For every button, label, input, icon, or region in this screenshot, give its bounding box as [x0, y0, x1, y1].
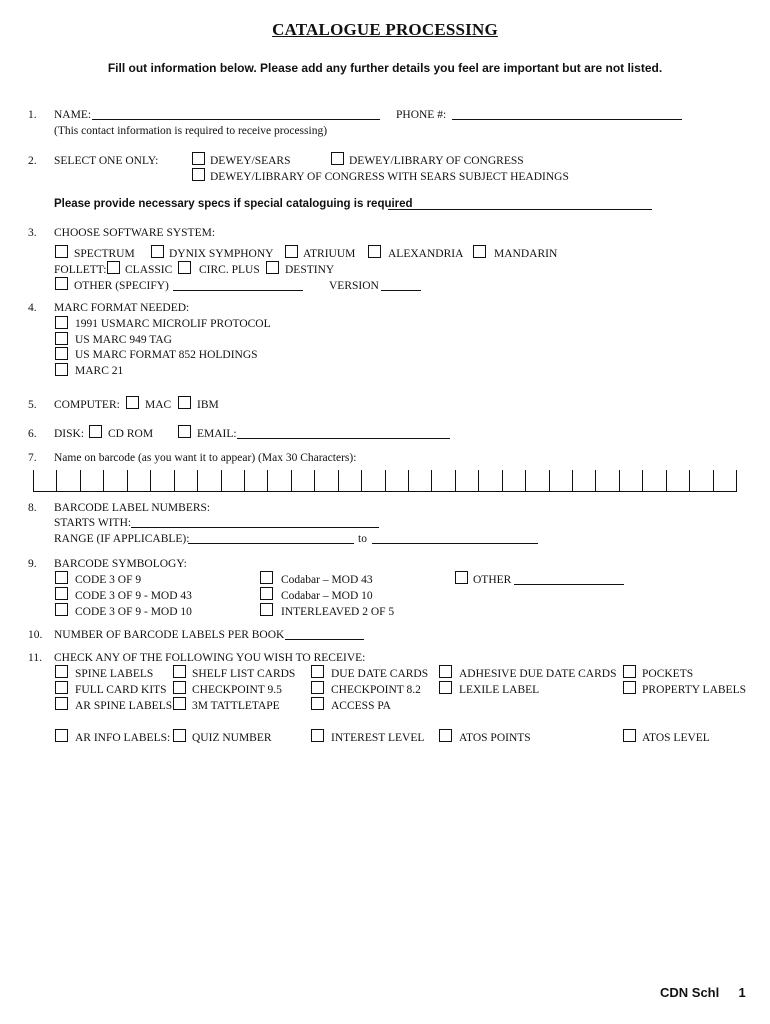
shelf-list-label: SHELF LIST CARDS	[192, 668, 296, 680]
barcode-symbology-label: BARCODE SYMBOLOGY:	[54, 558, 187, 570]
interest-level-label: INTEREST LEVEL	[331, 732, 425, 744]
other-software-checkbox[interactable]	[55, 277, 68, 290]
section-5-number: 5.	[28, 399, 37, 411]
character-box-divider	[525, 470, 526, 492]
character-box-divider	[642, 470, 643, 492]
marc-949-label: US MARC 949 TAG	[75, 334, 172, 346]
mac-checkbox[interactable]	[126, 396, 139, 409]
marc-microlif-label: 1991 USMARC MICROLIF PROTOCOL	[75, 318, 271, 330]
character-box-divider	[56, 470, 57, 492]
labels-per-book-field[interactable]	[285, 639, 364, 640]
page-title: CATALOGUE PROCESSING	[272, 20, 498, 39]
dynix-label: DYNIX SYMPHONY	[169, 248, 274, 260]
access-pa-checkbox[interactable]	[311, 697, 324, 710]
shelf-list-checkbox[interactable]	[173, 665, 186, 678]
phone-label: PHONE #:	[396, 109, 447, 121]
range-to-label: to	[358, 533, 367, 545]
ibm-label: IBM	[197, 399, 219, 411]
character-box-divider	[736, 470, 737, 492]
ar-spine-labels-checkbox[interactable]	[55, 697, 68, 710]
starts-with-label: STARTS WITH:	[54, 517, 132, 529]
character-box-divider	[572, 470, 573, 492]
marc-21-checkbox[interactable]	[55, 363, 68, 376]
character-box-divider	[127, 470, 128, 492]
ar-info-labels-label: AR INFO LABELS:	[75, 732, 171, 744]
codabar-mod10-label: Codabar – MOD 10	[281, 590, 373, 602]
character-box-divider	[385, 470, 386, 492]
contact-note: (This contact information is required to receive processing)	[54, 125, 328, 137]
character-box-divider	[150, 470, 151, 492]
barcode-numbers-label: BARCODE LABEL NUMBERS:	[54, 502, 211, 514]
lexile-label-checkbox[interactable]	[439, 681, 452, 694]
alexandria-checkbox[interactable]	[368, 245, 381, 258]
marc-852-label: US MARC FORMAT 852 HOLDINGS	[75, 349, 258, 361]
email-label: EMAIL:	[197, 428, 237, 440]
adhesive-due-date-label: ADHESIVE DUE DATE CARDS	[459, 668, 617, 680]
pockets-label: POCKETS	[642, 668, 694, 680]
ar-info-labels-checkbox[interactable]	[55, 729, 68, 742]
dewey-sears-label: DEWEY/SEARS	[210, 155, 291, 167]
name-label: NAME:	[54, 109, 92, 121]
atos-level-checkbox[interactable]	[623, 729, 636, 742]
phone-field[interactable]	[452, 119, 682, 120]
code39-mod10-checkbox[interactable]	[55, 603, 68, 616]
checkpoint-9-5-checkbox[interactable]	[173, 681, 186, 694]
codabar-mod43-checkbox[interactable]	[260, 571, 273, 584]
section-8-number: 8.	[28, 502, 37, 514]
circ-plus-checkbox[interactable]	[178, 261, 191, 274]
character-box-divider	[80, 470, 81, 492]
destiny-checkbox[interactable]	[266, 261, 279, 274]
section-2-number: 2.	[28, 155, 37, 167]
checkpoint-8-2-label: CHECKPOINT 8.2	[331, 684, 421, 696]
spine-labels-label: SPINE LABELS	[75, 668, 154, 680]
special-specs-label: Please provide necessary specs if special cataloguing is required	[54, 198, 413, 210]
character-box-divider	[174, 470, 175, 492]
other-software-label: OTHER (SPECIFY)	[74, 280, 169, 292]
character-box-divider	[408, 470, 409, 492]
atos-points-checkbox[interactable]	[439, 729, 452, 742]
character-box-divider	[619, 470, 620, 492]
code39-checkbox[interactable]	[55, 571, 68, 584]
disk-label: DISK:	[54, 428, 85, 440]
character-box-divider	[197, 470, 198, 492]
codabar-mod10-checkbox[interactable]	[260, 587, 273, 600]
cd-rom-label: CD ROM	[108, 428, 154, 440]
atriuum-checkbox[interactable]	[285, 245, 298, 258]
tattletape-checkbox[interactable]	[173, 697, 186, 710]
character-box-divider	[221, 470, 222, 492]
other-software-field[interactable]	[173, 290, 303, 291]
due-date-label: DUE DATE CARDS	[331, 668, 429, 680]
starts-with-field[interactable]	[131, 527, 379, 528]
mandarin-checkbox[interactable]	[473, 245, 486, 258]
range-end-field[interactable]	[372, 543, 538, 544]
marc-format-label: MARC FORMAT NEEDED:	[54, 302, 190, 314]
ar-spine-labels-label: AR SPINE LABELS	[75, 700, 173, 712]
barcode-name-label: Name on barcode (as you want it to appear) (Max 30 Characters):	[54, 452, 357, 464]
character-box-divider	[431, 470, 432, 492]
character-box-divider	[361, 470, 362, 492]
special-specs-field[interactable]	[388, 209, 652, 210]
due-date-checkbox[interactable]	[311, 665, 324, 678]
page-number: 1	[738, 985, 746, 1000]
circ-plus-label: CIRC. PLUS	[199, 264, 260, 276]
marc-21-label: MARC 21	[75, 365, 124, 377]
character-box-divider	[103, 470, 104, 492]
code39-mod10-label: CODE 3 OF 9 - MOD 10	[75, 606, 192, 618]
classic-label: CLASSIC	[125, 264, 173, 276]
atriuum-label: ATRIUUM	[303, 248, 356, 260]
email-field[interactable]	[237, 438, 450, 439]
character-box-divider	[33, 470, 34, 492]
character-box-divider	[595, 470, 596, 492]
character-box-divider	[455, 470, 456, 492]
character-box-divider	[549, 470, 550, 492]
character-box-divider	[713, 470, 714, 492]
code39-label: CODE 3 OF 9	[75, 574, 142, 586]
mandarin-label: MANDARIN	[494, 248, 558, 260]
section-9-number: 9.	[28, 558, 37, 570]
character-box-divider	[502, 470, 503, 492]
access-pa-label: ACCESS PA	[331, 700, 391, 712]
checkpoint-9-5-label: CHECKPOINT 9.5	[192, 684, 282, 696]
email-checkbox[interactable]	[178, 425, 191, 438]
interleaved-checkbox[interactable]	[260, 603, 273, 616]
select-one-label: SELECT ONE ONLY:	[54, 155, 159, 167]
property-labels-checkbox[interactable]	[623, 681, 636, 694]
atos-level-label: ATOS LEVEL	[642, 732, 710, 744]
labels-per-book-label: NUMBER OF BARCODE LABELS PER BOOK	[54, 629, 285, 641]
character-box-divider	[267, 470, 268, 492]
form-instructions: Fill out information below. Please add any further details you feel are important but are not listed.	[107, 61, 663, 75]
interest-level-checkbox[interactable]	[311, 729, 324, 742]
section-10-number: 10.	[28, 629, 43, 641]
dewey-loc-checkbox[interactable]	[331, 152, 344, 165]
property-labels-label: PROPERTY LABELS	[642, 684, 746, 696]
name-field[interactable]	[92, 119, 380, 120]
ibm-checkbox[interactable]	[178, 396, 191, 409]
marc-microlif-checkbox[interactable]	[55, 316, 68, 329]
section-1-number: 1.	[28, 109, 37, 121]
dynix-checkbox[interactable]	[151, 245, 164, 258]
tattletape-label: 3M TATTLETAPE	[192, 700, 280, 712]
character-box-divider	[666, 470, 667, 492]
section-11-number: 11.	[28, 652, 42, 664]
adhesive-due-date-checkbox[interactable]	[439, 665, 452, 678]
interleaved-label: INTERLEAVED 2 OF 5	[281, 606, 395, 618]
receive-options-label: CHECK ANY OF THE FOLLOWING YOU WISH TO RECEIVE:	[54, 652, 366, 664]
software-system-label: CHOOSE SOFTWARE SYSTEM:	[54, 227, 216, 239]
character-box-divider	[338, 470, 339, 492]
dewey-sears-checkbox[interactable]	[192, 152, 205, 165]
other-symbology-checkbox[interactable]	[455, 571, 468, 584]
section-7-number: 7.	[28, 452, 37, 464]
character-box-divider	[314, 470, 315, 492]
dewey-loc-sears-checkbox[interactable]	[192, 168, 205, 181]
range-label: RANGE (IF APPLICABLE):	[54, 533, 190, 545]
footer-code: CDN Schl	[660, 985, 720, 1000]
full-card-kits-label: FULL CARD KITS	[75, 684, 167, 696]
code39-mod43-checkbox[interactable]	[55, 587, 68, 600]
dewey-loc-sears-label: DEWEY/LIBRARY OF CONGRESS WITH SEARS SUBJECT HEADINGS	[210, 171, 569, 183]
computer-label: COMPUTER:	[54, 399, 120, 411]
code39-mod43-label: CODE 3 OF 9 - MOD 43	[75, 590, 192, 602]
other-symbology-field[interactable]	[514, 584, 624, 585]
section-6-number: 6.	[28, 428, 37, 440]
character-box-divider	[244, 470, 245, 492]
checkpoint-8-2-checkbox[interactable]	[311, 681, 324, 694]
classic-checkbox[interactable]	[107, 261, 120, 274]
section-3-number: 3.	[28, 227, 37, 239]
mac-label: MAC	[145, 399, 172, 411]
lexile-label-text: LEXILE LABEL	[459, 684, 540, 696]
character-box-divider	[291, 470, 292, 492]
section-4-number: 4.	[28, 302, 37, 314]
dewey-loc-label: DEWEY/LIBRARY OF CONGRESS	[349, 155, 524, 167]
other-symbology-label: OTHER	[473, 574, 512, 586]
character-box-divider	[478, 470, 479, 492]
quiz-number-checkbox[interactable]	[173, 729, 186, 742]
range-start-field[interactable]	[188, 543, 354, 544]
follett-label: FOLLETT:	[54, 264, 107, 276]
marc-852-checkbox[interactable]	[55, 347, 68, 360]
pockets-checkbox[interactable]	[623, 665, 636, 678]
spine-labels-checkbox[interactable]	[55, 665, 68, 678]
codabar-mod43-label: Codabar – MOD 43	[281, 574, 373, 586]
full-card-kits-checkbox[interactable]	[55, 681, 68, 694]
page-footer	[660, 985, 746, 1000]
version-label: VERSION	[329, 280, 379, 292]
version-field[interactable]	[381, 290, 421, 291]
alexandria-label: ALEXANDRIA	[388, 248, 464, 260]
destiny-label: DESTINY	[285, 264, 335, 276]
marc-949-checkbox[interactable]	[55, 332, 68, 345]
spectrum-label: SPECTRUM	[74, 248, 135, 260]
spectrum-checkbox[interactable]	[55, 245, 68, 258]
character-box-divider	[689, 470, 690, 492]
atos-points-label: ATOS POINTS	[459, 732, 531, 744]
cd-rom-checkbox[interactable]	[89, 425, 102, 438]
quiz-number-label: QUIZ NUMBER	[192, 732, 272, 744]
